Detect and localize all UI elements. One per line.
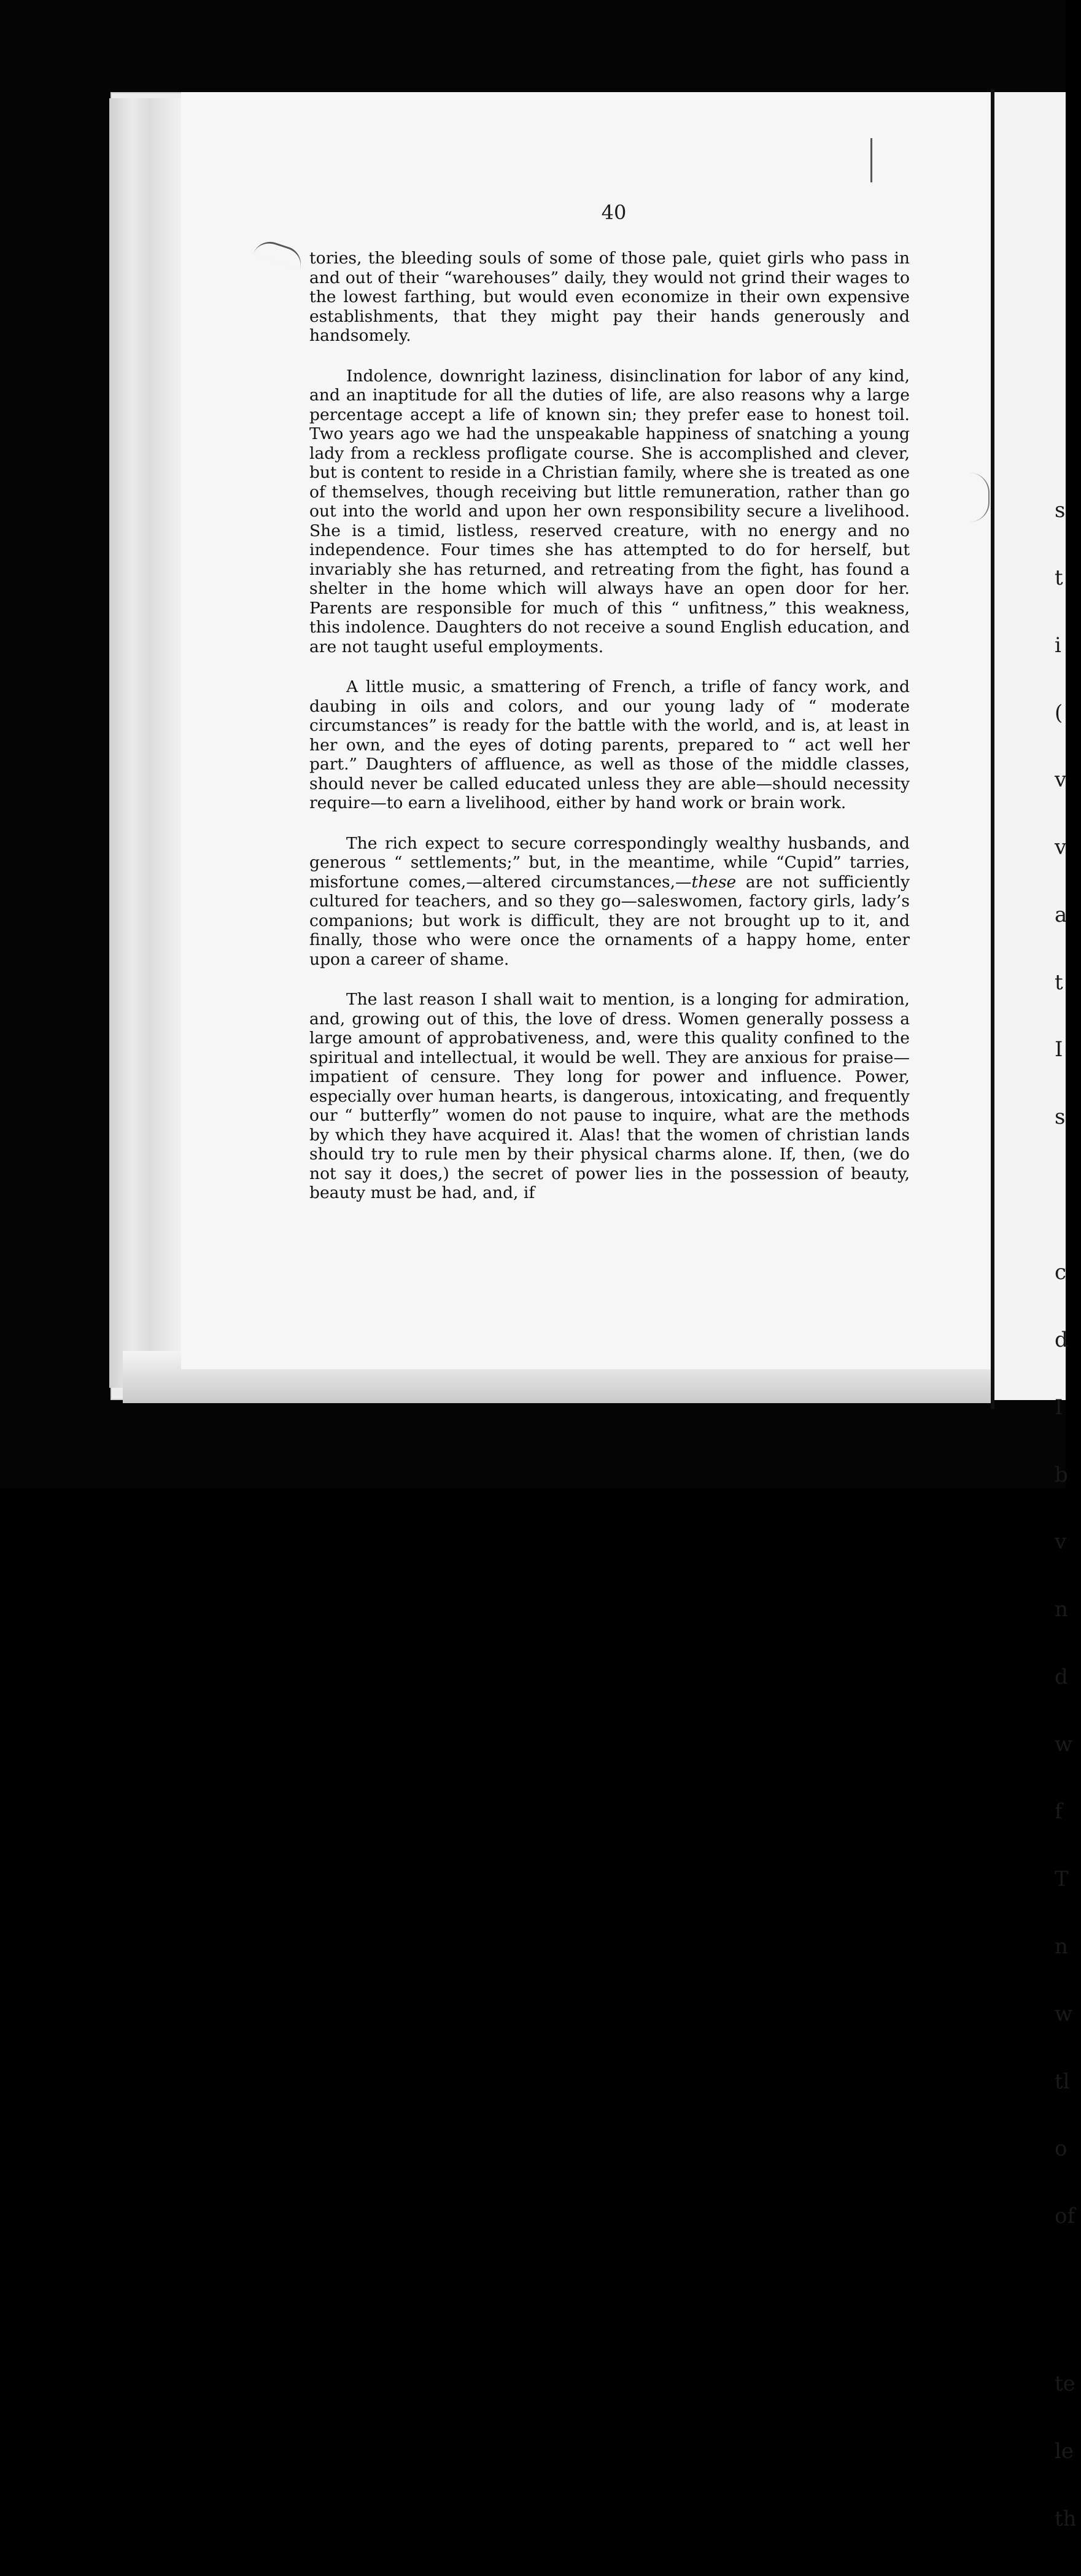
paragraph: The last reason I shall wait to mention, is a longing for admiration, and, growing out of this, the love of dress. Women generally possess a large amount of approbativeness, and, were this quality confined to the spiritual and intellectual, it would be well. They are anxious for praise—impatient of censure. They long for power and influence. Power, especially over human hearts, is dangerous, intoxicating, and frequently our “ butterfly” women do not pause to inquire, what are the methods by which they have acquired it. Alas! that the women of christian lands should try to rule men by their physical charms alone. If, then, (we do not say it does,) the secret of power lies in the possession of beauty, beauty must be had, and, if <box>309 990 910 1202</box>
fragment-line: le <box>1055 2438 1074 2464</box>
body-text <box>309 249 910 1224</box>
fragment-line: w <box>1055 2001 1073 2026</box>
fragment-line: T <box>1055 1867 1069 1892</box>
fragment-line: b <box>1055 1462 1068 1487</box>
fragment-line: d <box>1055 1327 1068 1352</box>
paragraph-text: The rich expect to secure correspondingly wealthy husbands, and generous “ settlements;” but, in the meantime, while “Cupid” tarries, misfortune comes,—altered circumstances,— <box>309 833 910 892</box>
fragment-line: of <box>1055 2204 1075 2229</box>
paragraph: Indolence, downright laziness, disinclination for labor of any kind, and an inaptitude for all the duties of life, are also reasons why a large percentage accept a life of known sin; they prefer ease to honest toil. Two years ago we had the unspeakable happiness of snatching a young lady from a reckless profligate course. She is accomplished and clever, but is content to reside in a Christian family, where she is treated as one of themselves, though receiving but little remuneration, rather than go out into the world and upon her own responsibility secure a livelihood. She is a timid, listless, reserved creature, with no energy and no independence. Four times she has attempted to do for herself, but invariably she has returned, and retreating from the fight, has found a shelter in the home which will always have an open door for her. Parents are responsible for much of this “ unfitness,” this weakness, this indolence. Daughters do not receive a sound English education, and are not taught useful employments. <box>309 366 910 656</box>
binding-gutter <box>991 89 994 1409</box>
fragment-line: f <box>1055 1799 1063 1824</box>
fragment-line: w <box>1055 1732 1073 1757</box>
fragment-line: th <box>1055 2506 1077 2531</box>
fragment-line: s <box>1055 498 1066 523</box>
fragment-line: t <box>1055 970 1063 995</box>
paragraph-text: are not sufficiently cultured for teachers, and so they go—saleswomen, factory girls, lady’s companions; but work is difficult, they are not brought up to it, and finally, those who were once the ornaments of a happy home, enter upon a career of shame. <box>309 872 910 969</box>
paragraph: tories, the bleeding souls of some of those pale, quiet girls who pass in and out of their “warehouses” daily, they would not grind their wages to the lowest farthing, but would even economize in their own expensive establishments, that they might pay their hands generously and handsomely. <box>309 249 910 345</box>
fragment-line: I <box>1055 1395 1063 1420</box>
fragment-line: ( <box>1055 700 1063 725</box>
scan-mark <box>870 138 872 182</box>
fragment-line: n <box>1055 1934 1068 1959</box>
facing-page-text-fragments <box>1055 454 1077 2575</box>
fragment-line: c <box>1055 1260 1067 1285</box>
paragraph: A little music, a smattering of French, a trifle of fancy work, and daubing in oils and colors, and our young lady of “ moderate circumstances” is ready for the battle with the world, and is, at least in her own, and the eyes of doting parents, prepared to “ act well her part.” Daughters of affluence, as well as those of the middle classes, should never be called educated unless they are able—should necessity require—to earn a livelihood, either by hand work or brain work. <box>309 677 910 812</box>
fragment-line: I <box>1055 1037 1063 1062</box>
fragment-line: t <box>1055 565 1063 590</box>
page-stack-edge <box>109 98 183 1388</box>
fragment-line: n <box>1055 1597 1068 1622</box>
italic-word: these <box>691 872 737 892</box>
fragment-line: i <box>1055 632 1061 658</box>
fragment-line: d <box>1055 1664 1068 1689</box>
fragment-gap <box>1055 1173 1066 1216</box>
fragment-line: o <box>1055 2136 1067 2162</box>
fragment-gap <box>1055 2273 1066 2328</box>
page-number: 40 <box>601 201 627 224</box>
fragment-line: v <box>1055 1530 1067 1555</box>
fragment-line: s <box>1055 1105 1066 1130</box>
fragment-line: v <box>1055 835 1067 860</box>
fragment-line: a <box>1055 902 1067 927</box>
fragment-line: v <box>1055 768 1067 793</box>
paragraph <box>309 834 910 970</box>
fragment-line: te <box>1055 2372 1075 2397</box>
fragment-line: tl <box>1055 2069 1070 2094</box>
